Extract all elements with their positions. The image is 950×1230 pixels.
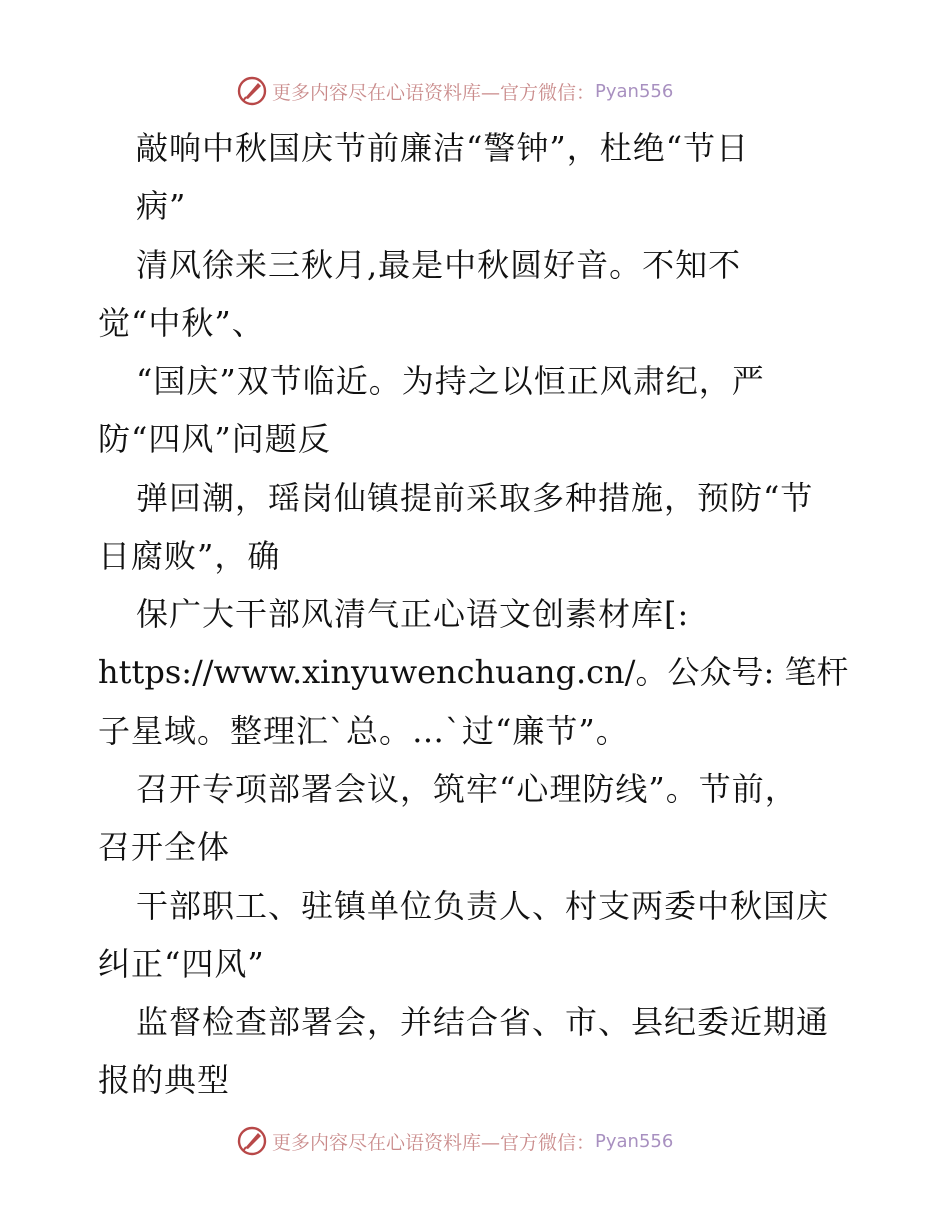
- text-line: 弹回潮，瑶岗仙镇提前采取多种措施，预防“节: [136, 479, 814, 517]
- text-line: 保广大干部风清气正心语文创素材库[:: [136, 595, 690, 633]
- text-line-url: https://www.xinyuwenchuang.cn/。公众号: 笔杆: [98, 653, 849, 691]
- text-line: 日腐败”，确: [98, 537, 281, 575]
- text-line: 干部职工、驻镇单位负责人、村支两委中秋国庆: [136, 887, 830, 925]
- footer-watermark: [236, 1124, 673, 1158]
- text-line: “国庆”双节临近。为持之以恒正风肃纪，严: [136, 362, 765, 400]
- text-line: 召开专项部署会议，筑牢“心理防线”。节前，: [136, 770, 798, 808]
- text-line: 报的典型: [98, 1061, 231, 1099]
- watermark-account: Pyan556: [595, 1130, 674, 1152]
- text-line: 病”: [136, 187, 187, 225]
- quill-logo-icon: [236, 1125, 268, 1157]
- header-watermark: [236, 74, 673, 108]
- watermark-text: 更多内容尽在心语资料库—官方微信：: [272, 81, 596, 104]
- watermark-account: Pyan556: [595, 80, 674, 102]
- text-line: 清风徐来三秋月,最是中秋圆好音。不知不: [136, 246, 742, 284]
- text-line: 防“四风”问题反: [98, 420, 331, 458]
- text-line: 监督检查部署会，并结合省、市、县纪委近期通: [136, 1003, 830, 1041]
- text-line: 觉“中秋”、: [98, 304, 265, 342]
- quill-logo-icon: [236, 75, 268, 107]
- text-line: 纠正“四风”: [98, 945, 265, 983]
- text-line: 敲响中秋国庆节前廉洁“警钟”，杜绝“节日: [136, 129, 750, 167]
- watermark-text: 更多内容尽在心语资料库—官方微信：: [272, 1131, 596, 1154]
- text-line: 子星域。整理汇`总。…`过“廉节”。: [98, 712, 629, 750]
- text-line: 召开全体: [98, 828, 231, 866]
